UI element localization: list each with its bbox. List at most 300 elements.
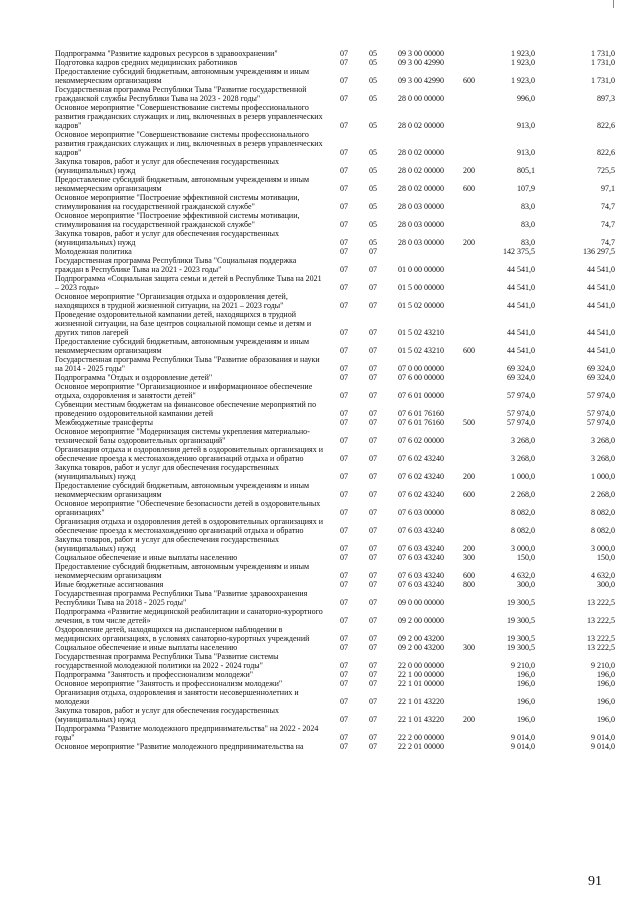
cell-pr: 05 (369, 238, 377, 247)
cell-v2: 44 541,0 (587, 283, 615, 292)
cell-csr: 28 0 00 00000 (398, 94, 444, 103)
cell-name: Государственная программа Республики Тыва "Развитие образования и науки на 2014 - 2025 годы" (55, 355, 320, 373)
cell-v1: 913,0 (517, 148, 535, 157)
cell-v2: 196,0 (597, 670, 615, 679)
cell-v1: 9 014,0 (511, 742, 535, 751)
cell-rz: 07 (340, 121, 348, 130)
cell-name: Основное мероприятие "Совершенствование системы профессионального развития гражданских служащих и лиц, включенных в резерв управленческих кадров" (55, 130, 323, 157)
cell-pr: 07 (369, 328, 377, 337)
cell-name: Государственная программа Республики Тыва "Развитие государственной гражданской службы Республики Тыва на 2023 - 2028 годы" (55, 85, 307, 103)
table-row (55, 517, 615, 535)
cell-v1: 44 541,0 (507, 301, 535, 310)
cell-pr: 07 (369, 526, 377, 535)
cell-csr: 22 2 01 00000 (398, 742, 444, 751)
cell-name: Молодежная политика (55, 247, 132, 256)
cell-csr: 28 0 02 00000 (398, 184, 444, 193)
cell-vr: 600 (463, 490, 475, 499)
cell-v2: 1 731,0 (591, 58, 615, 67)
cell-rz: 07 (340, 526, 348, 535)
cell-rz: 07 (340, 661, 348, 670)
cell-pr: 07 (369, 634, 377, 643)
cell-v1: 19 300,5 (507, 643, 535, 652)
cell-pr: 07 (369, 490, 377, 499)
cell-rz: 07 (340, 328, 348, 337)
table-row (55, 688, 615, 706)
cell-name: Предоставление субсидий бюджетным, автономным учреждениям и иным некоммерческим организациям (55, 337, 310, 355)
cell-name: Подпрограмма «Социальная защита семьи и детей в Республике Тыва на 2021 – 2023 годы» (55, 274, 322, 292)
cell-pr: 07 (369, 544, 377, 553)
cell-v1: 196,0 (517, 715, 535, 724)
cell-name: Организация отдыха и оздоровления детей в оздоровительных организациях и обеспечение проезда к местонахождению организаций отдыха и обратно (55, 517, 323, 535)
cell-rz: 07 (340, 364, 348, 373)
cell-v2: 1 731,0 (591, 76, 615, 85)
cell-vr: 200 (463, 715, 475, 724)
cell-v1: 3 268,0 (511, 454, 535, 463)
cell-v2: 4 632,0 (591, 571, 615, 580)
cell-rz: 07 (340, 373, 348, 382)
cell-csr: 28 0 03 00000 (398, 202, 444, 211)
cell-name: Подготовка кадров средних медицинских работников (55, 58, 238, 67)
cell-csr: 09 3 00 42990 (398, 58, 444, 67)
cell-pr: 07 (369, 598, 377, 607)
cell-pr: 07 (369, 670, 377, 679)
cell-v1: 69 324,0 (507, 373, 535, 382)
cell-v1: 19 300,5 (507, 616, 535, 625)
cell-v1: 107,9 (517, 184, 535, 193)
cell-rz: 07 (340, 508, 348, 517)
cell-pr: 07 (369, 265, 377, 274)
cell-name: Подпрограмма "Развитие молодежного предпринимательства" на 2022 - 2024 годы" (55, 724, 319, 742)
table-row (55, 427, 615, 445)
cell-csr: 07 6 02 43240 (398, 490, 444, 499)
table-row (55, 724, 615, 742)
table-row (55, 85, 615, 103)
cell-rz: 07 (340, 220, 348, 229)
cell-pr: 07 (369, 715, 377, 724)
cell-rz: 07 (340, 454, 348, 463)
cell-pr: 07 (369, 472, 377, 481)
table-row (55, 670, 615, 679)
cell-rz: 07 (340, 544, 348, 553)
cell-csr: 07 6 03 43240 (398, 571, 444, 580)
cell-rz: 07 (340, 94, 348, 103)
cell-v1: 8 082,0 (511, 526, 535, 535)
cell-rz: 07 (340, 616, 348, 625)
cell-v2: 13 222,5 (587, 598, 615, 607)
cell-name: Предоставление субсидий бюджетным, автономным учреждениям и иным некоммерческим организациям (55, 67, 310, 85)
cell-pr: 07 (369, 508, 377, 517)
cell-v2: 57 974,0 (587, 409, 615, 418)
cell-v1: 142 375,5 (503, 247, 535, 256)
cell-pr: 05 (369, 49, 377, 58)
cell-v1: 196,0 (517, 670, 535, 679)
cell-rz: 07 (340, 580, 348, 589)
cell-name: Подпрограмма "Занятость и профессионализм молодежи" (55, 670, 253, 679)
cell-rz: 07 (340, 391, 348, 400)
table-row (55, 355, 615, 373)
cell-name: Предоставление субсидий бюджетным, автономным учреждениям и иным некоммерческим организациям (55, 481, 310, 499)
cell-rz: 07 (340, 409, 348, 418)
cell-v1: 83,0 (521, 202, 535, 211)
cell-name: Социальное обеспечение и иные выплаты населению (55, 643, 238, 652)
table-row (55, 58, 615, 67)
cell-csr: 28 0 02 00000 (398, 166, 444, 175)
cell-v2: 1 000,0 (591, 472, 615, 481)
cell-v2: 8 082,0 (591, 526, 615, 535)
cell-v1: 3 000,0 (511, 544, 535, 553)
cell-vr: 500 (463, 418, 475, 427)
cell-pr: 07 (369, 418, 377, 427)
cell-v2: 196,0 (597, 715, 615, 724)
table-row (55, 607, 615, 625)
cell-rz: 07 (340, 49, 348, 58)
cell-v2: 3 268,0 (591, 436, 615, 445)
table-row (55, 400, 615, 418)
cell-name: Проведение оздоровительной кампании детей, находящихся в трудной жизненной ситуации, на базе центров социальной помощи семье и детям и других типов лагерей (55, 310, 312, 337)
cell-rz: 07 (340, 148, 348, 157)
cell-v2: 44 541,0 (587, 301, 615, 310)
cell-pr: 05 (369, 184, 377, 193)
page-number: 91 (588, 874, 602, 889)
cell-v2: 13 222,5 (587, 634, 615, 643)
table-row (55, 535, 615, 553)
table-row (55, 580, 615, 589)
cell-pr: 07 (369, 679, 377, 688)
cell-name: Организация отдыха и оздоровления детей в оздоровительных организациях и обеспечение проезда к местонахождению организаций отдыха и обратно (55, 445, 323, 463)
cell-name: Закупка товаров, работ и услуг для обеспечения государственных (муниципальных) нужд (55, 463, 280, 481)
cell-v1: 57 974,0 (507, 391, 535, 400)
cell-csr: 28 0 02 00000 (398, 148, 444, 157)
cell-rz: 07 (340, 247, 348, 256)
cell-v2: 897,3 (597, 94, 615, 103)
cell-v1: 44 541,0 (507, 265, 535, 274)
cell-rz: 07 (340, 76, 348, 85)
cell-v2: 2 268,0 (591, 490, 615, 499)
cell-v1: 69 324,0 (507, 364, 535, 373)
cell-name: Иные бюджетные ассигнования (55, 580, 164, 589)
cell-pr: 07 (369, 742, 377, 751)
cell-pr: 05 (369, 121, 377, 130)
cell-csr: 07 6 03 43240 (398, 553, 444, 562)
cell-v1: 8 082,0 (511, 508, 535, 517)
cell-v2: 1 731,0 (591, 49, 615, 58)
table-row (55, 310, 615, 337)
cell-rz: 07 (340, 598, 348, 607)
cell-csr: 09 0 00 00000 (398, 598, 444, 607)
table-row (55, 481, 615, 499)
cell-name: Подпрограмма "Отдых и оздоровление детей" (55, 373, 213, 382)
cell-csr: 28 0 03 00000 (398, 220, 444, 229)
cell-v1: 1 000,0 (511, 472, 535, 481)
cell-csr: 07 6 03 43240 (398, 526, 444, 535)
cell-pr: 07 (369, 247, 377, 256)
cell-pr: 07 (369, 391, 377, 400)
cell-v2: 822,6 (597, 121, 615, 130)
cell-rz: 07 (340, 490, 348, 499)
table-row (55, 103, 615, 130)
cell-pr: 07 (369, 283, 377, 292)
cell-v1: 996,0 (517, 94, 535, 103)
table-row (55, 382, 615, 400)
cell-v1: 44 541,0 (507, 328, 535, 337)
cell-csr: 01 5 02 00000 (398, 301, 444, 310)
cell-name: Государственная программа Республики Тыва "Социальная поддержка граждан в Республике Тыва на 2021 - 2023 годы" (55, 256, 297, 274)
cell-name: Основное мероприятие "Организация отдыха и оздоровления детей, находящихся в трудной жизненной ситуации, на 2021 – 2023 годы" (55, 292, 288, 310)
cell-v1: 19 300,5 (507, 634, 535, 643)
cell-v1: 196,0 (517, 679, 535, 688)
cell-vr: 600 (463, 571, 475, 580)
cell-pr: 07 (369, 364, 377, 373)
cell-name: Закупка товаров, работ и услуг для обеспечения государственных (муниципальных) нужд (55, 706, 280, 724)
cell-v1: 1 923,0 (511, 76, 535, 85)
table-row (55, 157, 615, 175)
cell-v2: 725,5 (597, 166, 615, 175)
cell-v1: 44 541,0 (507, 346, 535, 355)
cell-csr: 22 1 01 00000 (398, 679, 444, 688)
cell-name: Основное мероприятие "Совершенствование системы профессионального развития гражданских служащих и лиц, включенных в резерв управленческих кадров" (55, 103, 323, 130)
cell-rz: 07 (340, 634, 348, 643)
cell-v2: 136 297,5 (583, 247, 615, 256)
cell-name: Основное мероприятие "Организационное и информационное обеспечение отдыха, оздоровления и занятости детей" (55, 382, 313, 400)
cell-v1: 1 923,0 (511, 49, 535, 58)
cell-vr: 300 (463, 643, 475, 652)
cell-v1: 9 210,0 (511, 661, 535, 670)
cell-pr: 05 (369, 94, 377, 103)
cell-pr: 05 (369, 148, 377, 157)
cell-csr: 01 5 00 00000 (398, 283, 444, 292)
cell-rz: 07 (340, 733, 348, 742)
cell-v2: 300,0 (597, 580, 615, 589)
cell-rz: 07 (340, 202, 348, 211)
cell-v1: 19 300,5 (507, 598, 535, 607)
table-row (55, 211, 615, 229)
cell-v2: 57 974,0 (587, 391, 615, 400)
cell-v1: 913,0 (517, 121, 535, 130)
cell-v2: 44 541,0 (587, 328, 615, 337)
table-row (55, 643, 615, 652)
cell-pr: 07 (369, 409, 377, 418)
cell-csr: 22 2 00 00000 (398, 733, 444, 742)
table-row (55, 175, 615, 193)
cell-v1: 2 268,0 (511, 490, 535, 499)
cell-v2: 3 000,0 (591, 544, 615, 553)
cell-name: Подпрограмма «Развитие медицинской реабилитации и санаторно-курортного лечения, в том числе детей» (55, 607, 323, 625)
cell-v2: 13 222,5 (587, 616, 615, 625)
cell-name: Закупка товаров, работ и услуг для обеспечения государственных (муниципальных) нужд (55, 157, 280, 175)
cell-v2: 9 210,0 (591, 661, 615, 670)
table-row (55, 373, 615, 382)
cell-vr: 600 (463, 184, 475, 193)
cell-pr: 07 (369, 697, 377, 706)
table-row (55, 625, 615, 643)
cell-rz: 07 (340, 679, 348, 688)
cell-v2: 74,7 (601, 238, 615, 247)
cell-rz: 07 (340, 571, 348, 580)
table-row (55, 292, 615, 310)
table-row (55, 274, 615, 292)
table-row (55, 193, 615, 211)
cell-name: Основное мероприятие "Модернизация системы укрепления материально-технической базы оздоровительных организаций" (55, 427, 310, 445)
cell-v1: 1 923,0 (511, 58, 535, 67)
cell-v1: 300,0 (517, 580, 535, 589)
cell-csr: 07 6 03 43240 (398, 580, 444, 589)
cell-name: Государственная программа Республики Тыва "Развитие здравоохранения Республики Тыва на 2018 - 2025 годы" (55, 589, 308, 607)
cell-pr: 07 (369, 733, 377, 742)
cell-v1: 9 014,0 (511, 733, 535, 742)
table-row (55, 553, 615, 562)
cell-vr: 800 (463, 580, 475, 589)
cell-pr: 07 (369, 454, 377, 463)
table-row (55, 706, 615, 724)
cell-pr: 05 (369, 58, 377, 67)
cell-csr: 09 3 00 00000 (398, 49, 444, 58)
cell-csr: 09 3 00 42990 (398, 76, 444, 85)
table-row (55, 418, 615, 427)
cell-csr: 22 1 00 00000 (398, 670, 444, 679)
cell-v2: 69 324,0 (587, 373, 615, 382)
table-row (55, 679, 615, 688)
table-row (55, 652, 615, 670)
cell-rz: 07 (340, 472, 348, 481)
cell-v2: 74,7 (601, 220, 615, 229)
cell-name: Подпрограмма "Развитие кадровых ресурсов в здравоохранении" (55, 49, 278, 58)
cell-name: Основное мероприятие "Построение эффективной системы мотивации, стимулирования на государственной гражданской службе" (55, 211, 300, 229)
table-row (55, 499, 615, 517)
cell-v1: 196,0 (517, 697, 535, 706)
table-row (55, 67, 615, 85)
cell-vr: 600 (463, 346, 475, 355)
cell-rz: 07 (340, 670, 348, 679)
cell-v2: 44 541,0 (587, 265, 615, 274)
cell-pr: 07 (369, 643, 377, 652)
cell-v2: 13 222,5 (587, 643, 615, 652)
cell-rz: 07 (340, 742, 348, 751)
cell-name: Основное мероприятие "Развитие молодежного предпринимательства на (55, 742, 304, 751)
table-row (55, 256, 615, 274)
table-row (55, 229, 615, 247)
cell-v1: 44 541,0 (507, 283, 535, 292)
table-row (55, 445, 615, 463)
cell-pr: 07 (369, 616, 377, 625)
cell-v2: 822,6 (597, 148, 615, 157)
cell-csr: 07 6 01 00000 (398, 391, 444, 400)
cell-csr: 01 0 00 00000 (398, 265, 444, 274)
table-row (55, 742, 615, 751)
cell-csr: 09 2 00 43200 (398, 643, 444, 652)
cell-vr: 200 (463, 472, 475, 481)
cell-v1: 3 268,0 (511, 436, 535, 445)
cell-pr: 07 (369, 580, 377, 589)
cell-rz: 07 (340, 418, 348, 427)
cell-pr: 07 (369, 436, 377, 445)
table-row (55, 247, 615, 256)
cell-csr: 07 6 01 76160 (398, 409, 444, 418)
cell-pr: 07 (369, 346, 377, 355)
cell-name: Субвенции местным бюджетам на финансовое обеспечение мероприятий по проведению оздоровительной кампании детей (55, 400, 317, 418)
cell-v2: 74,7 (601, 202, 615, 211)
cell-v2: 97,1 (601, 184, 615, 193)
cell-csr: 22 0 00 00000 (398, 661, 444, 670)
cell-csr: 07 6 02 43240 (398, 454, 444, 463)
cell-csr: 01 5 02 43210 (398, 346, 444, 355)
cell-pr: 07 (369, 373, 377, 382)
cell-v2: 9 014,0 (591, 733, 615, 742)
cell-vr: 200 (463, 166, 475, 175)
cell-csr: 28 0 03 00000 (398, 238, 444, 247)
cell-rz: 07 (340, 553, 348, 562)
cell-pr: 05 (369, 202, 377, 211)
cell-v2: 196,0 (597, 679, 615, 688)
cell-rz: 07 (340, 265, 348, 274)
cell-name: Организация отдыха, оздоровления и занятости несовершеннолетних и молодежи (55, 688, 299, 706)
cell-csr: 09 2 00 00000 (398, 616, 444, 625)
cell-pr: 05 (369, 76, 377, 85)
cell-v2: 150,0 (597, 553, 615, 562)
cell-pr: 07 (369, 301, 377, 310)
cell-v1: 83,0 (521, 220, 535, 229)
cell-name: Основное мероприятие "Построение эффективной системы мотивации, стимулирования на государственной гражданской службе" (55, 193, 300, 211)
cell-csr: 07 6 01 76160 (398, 418, 444, 427)
cell-name: Социальное обеспечение и иные выплаты населению (55, 553, 238, 562)
cell-csr: 22 1 01 43220 (398, 697, 444, 706)
cell-csr: 09 2 00 43200 (398, 634, 444, 643)
cell-csr: 01 5 02 43210 (398, 328, 444, 337)
cell-pr: 05 (369, 166, 377, 175)
cell-v2: 196,0 (597, 697, 615, 706)
cell-pr: 07 (369, 571, 377, 580)
cell-name: Основное мероприятие "Обеспечение безопасности детей в оздоровительных организациях" (55, 499, 321, 517)
cell-vr: 200 (463, 544, 475, 553)
cell-v2: 9 014,0 (591, 742, 615, 751)
cell-vr: 600 (463, 76, 475, 85)
cell-v2: 8 082,0 (591, 508, 615, 517)
cell-name: Оздоровление детей, находящихся на диспансерном наблюдении в медицинских организациях, в условиях санаторно-курортных учреждений (55, 625, 310, 643)
cell-rz: 07 (340, 715, 348, 724)
cell-vr: 200 (463, 238, 475, 247)
cell-name: Закупка товаров, работ и услуг для обеспечения государственных (муниципальных) нужд (55, 229, 280, 247)
table-row (55, 337, 615, 355)
cell-pr: 05 (369, 220, 377, 229)
cell-pr: 07 (369, 661, 377, 670)
cell-csr: 07 6 03 43240 (398, 544, 444, 553)
cell-pr: 07 (369, 553, 377, 562)
table-row (55, 463, 615, 481)
cell-v1: 4 632,0 (511, 571, 535, 580)
cell-name: Предоставление субсидий бюджетным, автономным учреждениям и иным некоммерческим организациям (55, 175, 310, 193)
cell-csr: 07 6 02 00000 (398, 436, 444, 445)
cell-rz: 07 (340, 166, 348, 175)
cell-v1: 150,0 (517, 553, 535, 562)
cell-name: Закупка товаров, работ и услуг для обеспечения государственных (муниципальных) нужд (55, 535, 280, 553)
cell-csr: 28 0 02 00000 (398, 121, 444, 130)
cell-csr: 07 6 03 00000 (398, 508, 444, 517)
cell-rz: 07 (340, 283, 348, 292)
cell-rz: 07 (340, 238, 348, 247)
cell-v1: 57 974,0 (507, 409, 535, 418)
cell-rz: 07 (340, 58, 348, 67)
cell-csr: 22 1 01 43220 (398, 715, 444, 724)
cell-name: Государственная программа Республики Тыва "Развитие системы государственной молодежной политики на 2022 - 2024 годы" (55, 652, 279, 670)
table-row (55, 589, 615, 607)
cell-rz: 07 (340, 643, 348, 652)
cell-v1: 57 974,0 (507, 418, 535, 427)
budget-table (55, 49, 615, 751)
cell-name: Межбюджетные трансферты (55, 418, 153, 427)
cell-rz: 07 (340, 184, 348, 193)
cell-csr: 07 0 00 00000 (398, 364, 444, 373)
cell-csr: 07 6 00 00000 (398, 373, 444, 382)
cell-v2: 69 324,0 (587, 364, 615, 373)
